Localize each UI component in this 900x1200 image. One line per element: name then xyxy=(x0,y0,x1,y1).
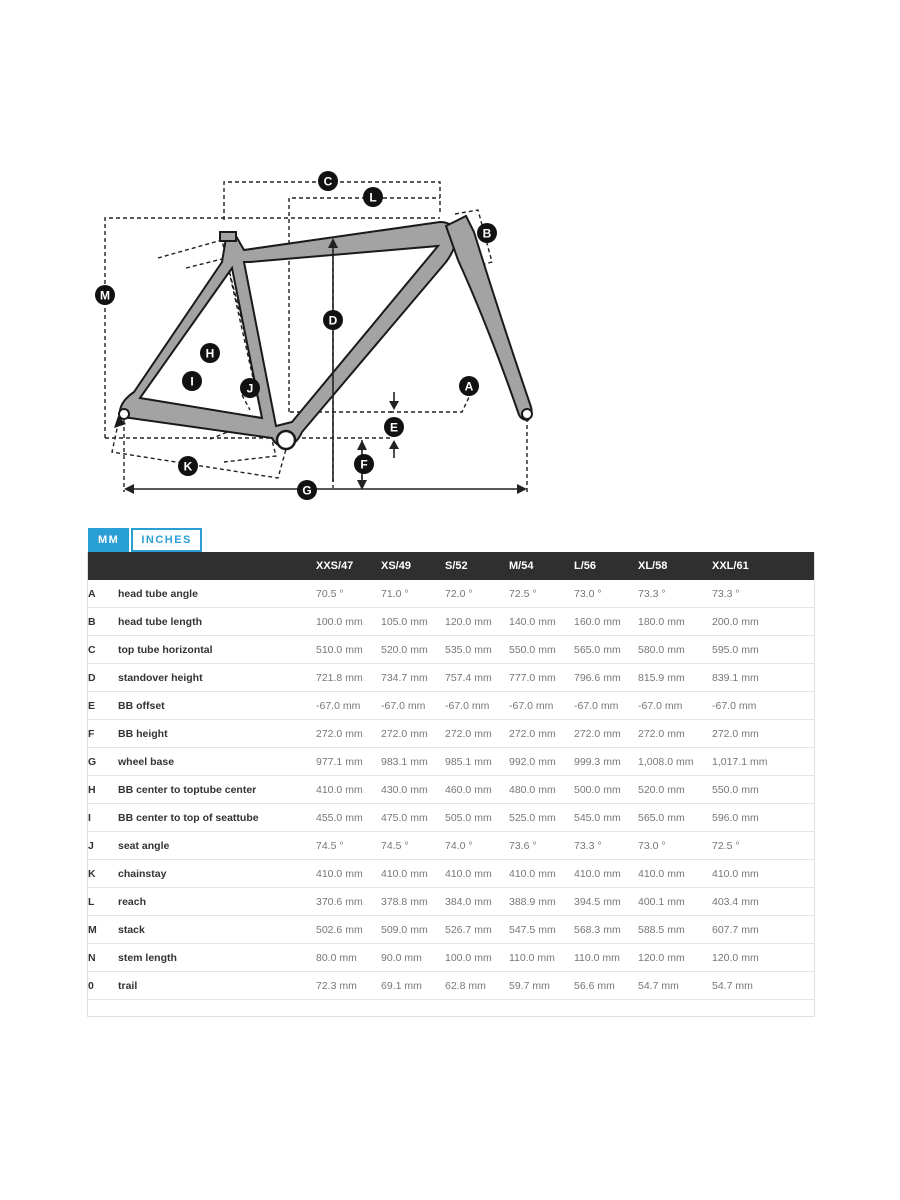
row-value: 480.0 mm xyxy=(509,776,574,804)
row-value: 410.0 mm xyxy=(509,860,574,888)
row-value: 100.0 mm xyxy=(445,944,509,972)
row-value: 410.0 mm xyxy=(574,860,638,888)
row-value: 460.0 mm xyxy=(445,776,509,804)
row-value: 90.0 mm xyxy=(381,944,445,972)
row-name: stack xyxy=(118,916,316,944)
row-key: B xyxy=(88,608,118,636)
label-a: A xyxy=(464,379,474,394)
row-value: -67.0 mm xyxy=(381,692,445,720)
table-row xyxy=(88,580,814,608)
row-value: 403.4 mm xyxy=(712,888,814,916)
row-value: 410.0 mm xyxy=(712,860,814,888)
size-header: XL/58 xyxy=(638,552,712,580)
row-value: 999.3 mm xyxy=(574,748,638,776)
row-value: 73.3 ° xyxy=(712,580,814,608)
row-value: 272.0 mm xyxy=(509,720,574,748)
row-key: I xyxy=(88,804,118,832)
row-value: 545.0 mm xyxy=(574,804,638,832)
row-name: BB center to top of seattube xyxy=(118,804,316,832)
row-value: 502.6 mm xyxy=(316,916,381,944)
row-value: 535.0 mm xyxy=(445,636,509,664)
row-value: 977.1 mm xyxy=(316,748,381,776)
row-value: 430.0 mm xyxy=(381,776,445,804)
row-value: 526.7 mm xyxy=(445,916,509,944)
row-name: stem length xyxy=(118,944,316,972)
row-key: F xyxy=(88,720,118,748)
row-value: 272.0 mm xyxy=(574,720,638,748)
row-key: D xyxy=(88,664,118,692)
row-key: 0 xyxy=(88,972,118,1000)
row-value: -67.0 mm xyxy=(509,692,574,720)
row-value: 565.0 mm xyxy=(638,804,712,832)
row-key: G xyxy=(88,748,118,776)
label-b: B xyxy=(482,226,492,241)
size-header: XXS/47 xyxy=(316,552,381,580)
frame-geometry-diagram xyxy=(0,150,900,520)
row-value: 568.3 mm xyxy=(574,916,638,944)
row-value: 992.0 mm xyxy=(509,748,574,776)
table-body xyxy=(88,580,814,1000)
row-value: 550.0 mm xyxy=(712,776,814,804)
row-value: 500.0 mm xyxy=(574,776,638,804)
row-value: 815.9 mm xyxy=(638,664,712,692)
row-value: 384.0 mm xyxy=(445,888,509,916)
row-value: 71.0 ° xyxy=(381,580,445,608)
row-key: E xyxy=(88,692,118,720)
table-row xyxy=(88,720,814,748)
row-value: 757.4 mm xyxy=(445,664,509,692)
row-value: 272.0 mm xyxy=(638,720,712,748)
row-value: 54.7 mm xyxy=(638,972,712,1000)
row-value: 509.0 mm xyxy=(381,916,445,944)
row-value: 100.0 mm xyxy=(316,608,381,636)
row-key: C xyxy=(88,636,118,664)
row-name: reach xyxy=(118,888,316,916)
row-value: 110.0 mm xyxy=(509,944,574,972)
table-row xyxy=(88,860,814,888)
row-key: M xyxy=(88,916,118,944)
label-h: H xyxy=(205,346,215,361)
row-value: 777.0 mm xyxy=(509,664,574,692)
row-name: chainstay xyxy=(118,860,316,888)
size-header: M/54 xyxy=(509,552,574,580)
row-value: 983.1 mm xyxy=(381,748,445,776)
table-row xyxy=(88,636,814,664)
row-key: H xyxy=(88,776,118,804)
row-value: 74.5 ° xyxy=(316,832,381,860)
row-name: BB offset xyxy=(118,692,316,720)
row-value: 72.3 mm xyxy=(316,972,381,1000)
row-value: 520.0 mm xyxy=(638,776,712,804)
table-row xyxy=(88,776,814,804)
bike-frame xyxy=(114,216,532,449)
table-header-row xyxy=(88,552,814,580)
row-value: 410.0 mm xyxy=(316,776,381,804)
row-value: 394.5 mm xyxy=(574,888,638,916)
row-value: 410.0 mm xyxy=(316,860,381,888)
row-value: 525.0 mm xyxy=(509,804,574,832)
row-value: 72.0 ° xyxy=(445,580,509,608)
row-value: 410.0 mm xyxy=(381,860,445,888)
row-value: 110.0 mm xyxy=(574,944,638,972)
row-value: -67.0 mm xyxy=(445,692,509,720)
row-value: 520.0 mm xyxy=(381,636,445,664)
table-row xyxy=(88,748,814,776)
label-g: G xyxy=(302,483,312,498)
table-row xyxy=(88,804,814,832)
row-value: -67.0 mm xyxy=(638,692,712,720)
label-f: F xyxy=(360,457,368,472)
label-e: E xyxy=(389,420,399,435)
row-value: 120.0 mm xyxy=(712,944,814,972)
row-value: 272.0 mm xyxy=(712,720,814,748)
table-row xyxy=(88,888,814,916)
row-value: 721.8 mm xyxy=(316,664,381,692)
row-value: 580.0 mm xyxy=(638,636,712,664)
label-j: J xyxy=(246,381,254,396)
row-name: top tube horizontal xyxy=(118,636,316,664)
label-c: C xyxy=(323,174,333,189)
row-value: 70.5 ° xyxy=(316,580,381,608)
row-key: K xyxy=(88,860,118,888)
row-key: A xyxy=(88,580,118,608)
table-row xyxy=(88,972,814,1000)
row-value: 140.0 mm xyxy=(509,608,574,636)
row-value: 272.0 mm xyxy=(381,720,445,748)
row-value: 200.0 mm xyxy=(712,608,814,636)
row-value: 505.0 mm xyxy=(445,804,509,832)
row-value: 69.1 mm xyxy=(381,972,445,1000)
label-i: I xyxy=(190,374,194,389)
row-name: head tube angle xyxy=(118,580,316,608)
row-value: 607.7 mm xyxy=(712,916,814,944)
row-value: 588.5 mm xyxy=(638,916,712,944)
row-value: 54.7 mm xyxy=(712,972,814,1000)
size-header: XXL/61 xyxy=(712,552,814,580)
row-value: 839.1 mm xyxy=(712,664,814,692)
geometry-table xyxy=(87,552,815,1017)
row-value: -67.0 mm xyxy=(712,692,814,720)
row-value: 547.5 mm xyxy=(509,916,574,944)
table-row xyxy=(88,608,814,636)
table-row xyxy=(88,664,814,692)
row-value: 105.0 mm xyxy=(381,608,445,636)
table-row xyxy=(88,832,814,860)
tab-inches[interactable]: INCHES xyxy=(131,528,202,552)
row-name: BB center to toptube center xyxy=(118,776,316,804)
row-value: 565.0 mm xyxy=(574,636,638,664)
row-name: standover height xyxy=(118,664,316,692)
row-name: head tube length xyxy=(118,608,316,636)
row-value: 596.0 mm xyxy=(712,804,814,832)
tab-mm[interactable]: MM xyxy=(88,528,129,552)
row-name: seat angle xyxy=(118,832,316,860)
row-value: 985.1 mm xyxy=(445,748,509,776)
size-header: S/52 xyxy=(445,552,509,580)
size-header: XS/49 xyxy=(381,552,445,580)
row-value: 73.6 ° xyxy=(509,832,574,860)
row-value: 388.9 mm xyxy=(509,888,574,916)
row-key: L xyxy=(88,888,118,916)
row-value: 73.3 ° xyxy=(638,580,712,608)
row-value: 410.0 mm xyxy=(445,860,509,888)
row-value: 510.0 mm xyxy=(316,636,381,664)
row-value: 120.0 mm xyxy=(445,608,509,636)
row-value: -67.0 mm xyxy=(574,692,638,720)
row-value: 455.0 mm xyxy=(316,804,381,832)
row-value: 796.6 mm xyxy=(574,664,638,692)
table-row xyxy=(88,916,814,944)
row-value: 56.6 mm xyxy=(574,972,638,1000)
row-value: 370.6 mm xyxy=(316,888,381,916)
row-value: 272.0 mm xyxy=(445,720,509,748)
label-l: L xyxy=(369,190,377,205)
row-value: 74.0 ° xyxy=(445,832,509,860)
row-value: 73.3 ° xyxy=(574,832,638,860)
row-value: 72.5 ° xyxy=(712,832,814,860)
row-value: 120.0 mm xyxy=(638,944,712,972)
row-name: BB height xyxy=(118,720,316,748)
row-value: 595.0 mm xyxy=(712,636,814,664)
row-name: trail xyxy=(118,972,316,1000)
label-d: D xyxy=(328,313,338,328)
row-value: 80.0 mm xyxy=(316,944,381,972)
row-value: 410.0 mm xyxy=(638,860,712,888)
row-value: 272.0 mm xyxy=(316,720,381,748)
row-key: N xyxy=(88,944,118,972)
row-value: 62.8 mm xyxy=(445,972,509,1000)
row-value: 160.0 mm xyxy=(574,608,638,636)
row-value: 73.0 ° xyxy=(638,832,712,860)
row-value: 1,008.0 mm xyxy=(638,748,712,776)
table-row xyxy=(88,944,814,972)
row-value: 73.0 ° xyxy=(574,580,638,608)
unit-tabs xyxy=(88,528,202,552)
row-value: 1,017.1 mm xyxy=(712,748,814,776)
row-value: 734.7 mm xyxy=(381,664,445,692)
row-value: 400.1 mm xyxy=(638,888,712,916)
row-value: 59.7 mm xyxy=(509,972,574,1000)
label-m: M xyxy=(100,288,110,303)
table-row xyxy=(88,692,814,720)
label-k: K xyxy=(183,459,193,474)
row-name: wheel base xyxy=(118,748,316,776)
size-header: L/56 xyxy=(574,552,638,580)
row-value: 72.5 ° xyxy=(509,580,574,608)
row-value: -67.0 mm xyxy=(316,692,381,720)
row-value: 378.8 mm xyxy=(381,888,445,916)
label-badges xyxy=(95,171,497,500)
row-value: 180.0 mm xyxy=(638,608,712,636)
row-value: 475.0 mm xyxy=(381,804,445,832)
row-value: 550.0 mm xyxy=(509,636,574,664)
row-key: J xyxy=(88,832,118,860)
row-value: 74.5 ° xyxy=(381,832,445,860)
